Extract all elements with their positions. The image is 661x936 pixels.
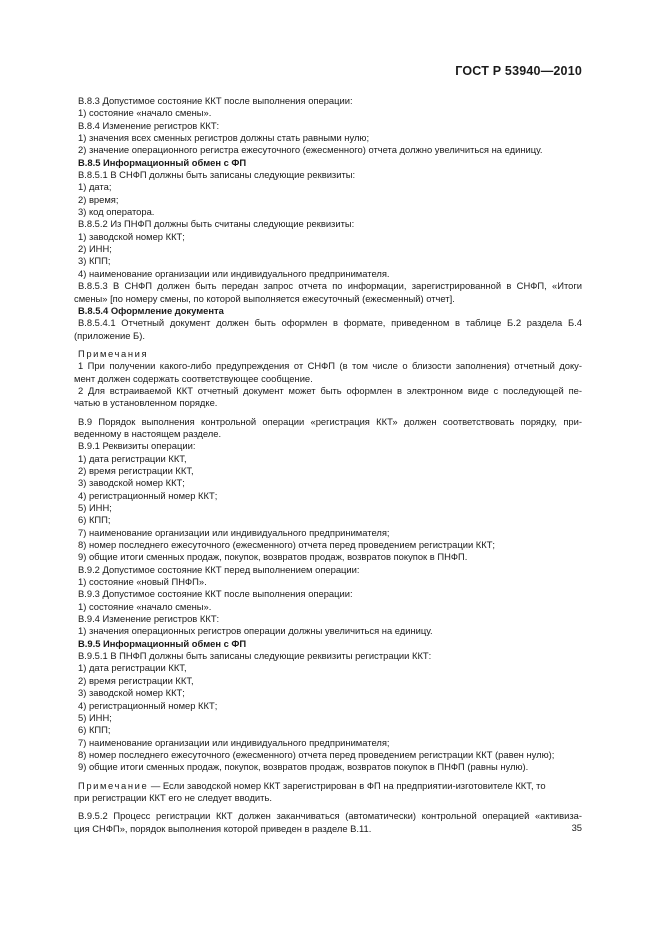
list-item: 3) заводской номер ККТ; bbox=[78, 477, 185, 489]
text-line: В.9.5.1 В ПНФП должны быть записаны следующие реквизиты регистрации ККТ: bbox=[78, 650, 432, 662]
list-item: 1) состояние «новый ПНФП». bbox=[78, 576, 207, 588]
text-line: веденному в настоящем разделе. bbox=[74, 427, 222, 439]
text-line: В.9.2 Допустимое состояние ККТ перед выполнением операции: bbox=[78, 563, 360, 575]
page-number: 35 bbox=[571, 822, 582, 833]
note-line bbox=[74, 780, 582, 792]
note-line: 2 Для встраиваемой ККТ отчетный документ может быть оформлен в электронном виде с последующей пе- bbox=[78, 384, 582, 396]
list-item: 5) ИНН; bbox=[78, 711, 112, 723]
list-item: 7) наименование организации или индивидуального предпринимателя; bbox=[78, 526, 390, 538]
list-item: 5) ИНН; bbox=[78, 502, 112, 513]
list-item: 2) время; bbox=[78, 193, 119, 205]
document-header: ГОСТ Р 53940—2010 bbox=[455, 64, 582, 78]
list-item: 3) КПП; bbox=[78, 255, 111, 267]
note-line: мент должен содержать соответствующее сообщение. bbox=[74, 372, 313, 384]
text-line: В.9.5.2 Процесс регистрации ККТ должен заканчиваться (автоматически) контрольной операцией «активиза- bbox=[78, 810, 582, 822]
list-item: 1) заводской номер ККТ; bbox=[78, 230, 185, 242]
text-line: В.8.5.2 Из ПНФП должны быть считаны следующие реквизиты: bbox=[78, 218, 355, 230]
note-text: — Если заводской номер ККТ зарегистрирован в ФП на предприятии-изготовителе ККТ, то bbox=[148, 779, 546, 791]
list-item: 1) состояние «начало смены». bbox=[78, 600, 212, 612]
text-line: В.8.5.1 В СНФП должны быть записаны следующие реквизиты: bbox=[78, 169, 356, 181]
list-item: 8) номер последнего ежесуточного (ежесменного) отчета перед проведением регистрации ККТ; bbox=[78, 539, 496, 551]
text-line: В.8.5.4.1 Отчетный документ должен быть оформлен в формате, приведенном в таблице Б.2 раздела Б.4 bbox=[78, 317, 582, 329]
list-item: 1) значения операционных регистров операции должны увеличиться на единицу. bbox=[78, 625, 433, 637]
list-item: 1) значения всех сменных регистров должны стать равными нулю; bbox=[78, 132, 370, 144]
list-item: 6) КПП; bbox=[78, 724, 111, 736]
text-line: ция СНФП», порядок выполнения которой приведен в разделе В.11. bbox=[74, 822, 372, 834]
text-line: В.8.3 Допустимое состояние ККТ после выполнения операции: bbox=[78, 95, 353, 106]
note-label: Примечание bbox=[78, 779, 149, 791]
list-item: 2) значение операционного регистра ежесуточного (ежесменного) отчета должно увеличиться на единицу. bbox=[78, 144, 543, 156]
list-item: 2) ИНН; bbox=[78, 243, 112, 255]
list-item: 4) наименование организации или индивидуального предпринимателя. bbox=[78, 267, 390, 279]
list-item: 4) регистрационный номер ККТ; bbox=[78, 489, 218, 501]
notes-heading bbox=[74, 348, 582, 360]
note-line: при регистрации ККТ его не следует вводить. bbox=[74, 791, 272, 803]
note-line: чатью в установленном порядке. bbox=[74, 397, 218, 409]
notes-label: Примечания bbox=[78, 347, 149, 359]
list-item: 1) дата регистрации ККТ, bbox=[78, 452, 187, 464]
text-line: В.9.3 Допустимое состояние ККТ после выполнения операции: bbox=[78, 588, 353, 600]
list-item: 8) номер последнего ежесуточного (ежесменного) отчета перед проведением регистрации ККТ (равен нулю); bbox=[78, 748, 555, 760]
text-line: В.8.5.3 В СНФП должен быть передан запрос отчета по информации, зарегистрированной в СНФП, «Итоги bbox=[78, 280, 582, 292]
text-line: смены» [по номеру смены, по которой выполняется ежесуточный (ежесменный) отчет]. bbox=[74, 292, 455, 304]
section-heading: В.9.5 Информационный обмен с ФП bbox=[78, 637, 247, 649]
section-heading: В.8.5 Информационный обмен с ФП bbox=[78, 156, 247, 168]
document-body bbox=[74, 95, 582, 835]
list-item: 1) состояние «начало смены». bbox=[78, 107, 212, 119]
list-item: 3) заводской номер ККТ; bbox=[78, 687, 185, 699]
list-item: 1) дата; bbox=[78, 181, 112, 193]
list-item: 4) регистрационный номер ККТ; bbox=[78, 699, 218, 711]
list-item: 6) КПП; bbox=[78, 514, 111, 526]
list-item: 3) код оператора. bbox=[78, 206, 155, 218]
section-heading: В.8.5.4 Оформление документа bbox=[78, 304, 224, 316]
list-item: 7) наименование организации или индивидуального предпринимателя; bbox=[78, 736, 390, 748]
list-item: 2) время регистрации ККТ, bbox=[78, 674, 194, 686]
note-line: 1 При получении какого-либо предупреждения от СНФП (в том числе о близости заполнения) отчетный доку- bbox=[78, 360, 582, 372]
text-line: В.9.1 Реквизиты операции: bbox=[78, 440, 196, 452]
list-item: 9) общие итоги сменных продаж, покупок, возвратов продаж, возвратов покупок в ПНФП. bbox=[78, 551, 468, 563]
list-item: 2) время регистрации ККТ, bbox=[78, 464, 194, 476]
list-item: 1) дата регистрации ККТ, bbox=[78, 662, 187, 674]
text-line: В.9.4 Изменение регистров ККТ: bbox=[78, 613, 220, 625]
text-line: В.9 Порядок выполнения контрольной операции «регистрация ККТ» должен соответствовать порядку, при- bbox=[78, 415, 582, 427]
text-line: В.8.4 Изменение регистров ККТ: bbox=[78, 119, 220, 131]
text-line: (приложение Б). bbox=[74, 329, 145, 341]
list-item: 9) общие итоги сменных продаж, покупок, возвратов продаж, возвратов покупок в ПНФП (равны нулю). bbox=[78, 761, 529, 773]
